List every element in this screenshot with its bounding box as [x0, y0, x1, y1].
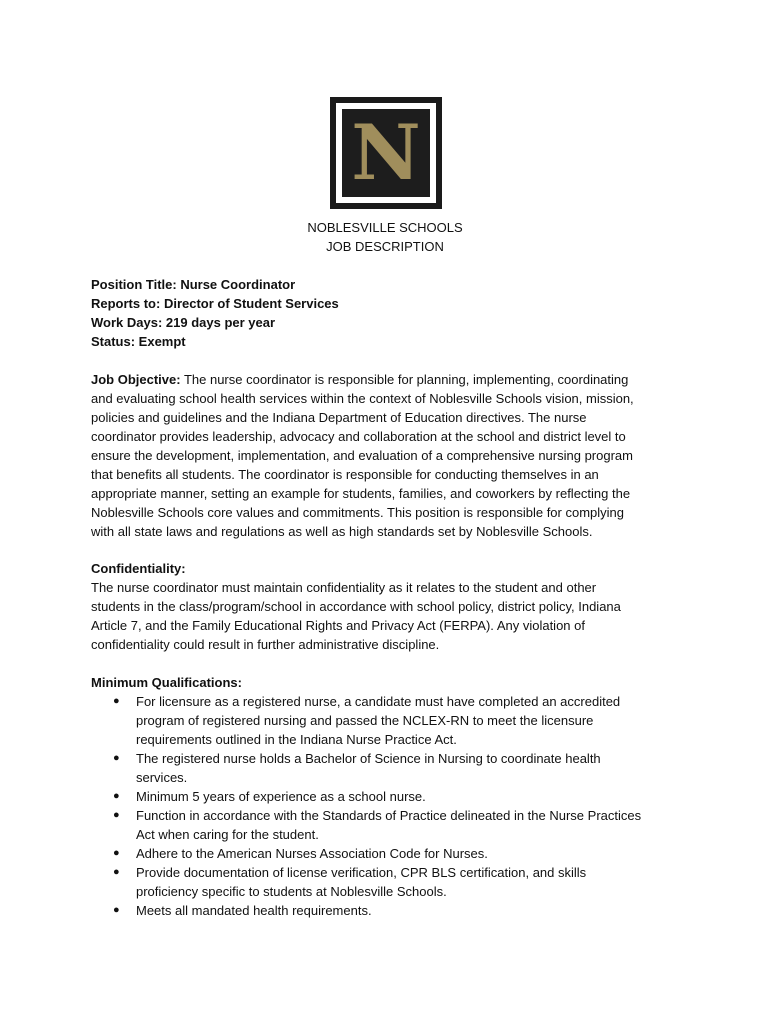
job-objective-section: [91, 370, 691, 541]
work-days: Work Days: 219 days per year: [91, 315, 276, 330]
list-item: [91, 806, 691, 844]
school-logo: [330, 97, 442, 209]
bullet-icon: ●: [113, 695, 120, 707]
bullet-icon: ●: [113, 904, 120, 916]
status: Status: Exempt: [91, 334, 186, 349]
list-item: [91, 863, 691, 901]
list-item-text: Adhere to the American Nurses Association Code for Nurses.: [136, 846, 488, 861]
bullet-icon: ●: [113, 866, 120, 878]
logo-background: [342, 109, 430, 197]
objective-line: with all state laws and regulations as well as high standards set by Noblesville Schools.: [91, 524, 593, 539]
document-title: JOB DESCRIPTION: [326, 239, 444, 254]
job-meta: [91, 275, 691, 351]
confidentiality-line: confidentiality could result in further administrative discipline.: [91, 637, 440, 652]
objective-text: The nurse coordinator is responsible for planning, implementing, coordinating: [180, 372, 629, 387]
list-item-text: Provide documentation of license verification, CPR BLS certification, and skills: [136, 865, 587, 880]
list-item: [91, 749, 691, 787]
qualifications-section: [91, 673, 691, 920]
list-item-text: services.: [136, 770, 188, 785]
objective-line: that benefits all students. The coordinator is responsible for conducting themselves in an: [91, 467, 599, 482]
confidentiality-heading: Confidentiality:: [91, 561, 186, 576]
objective-line: Noblesville Schools core values and commitments. This position is responsible for complying: [91, 505, 624, 520]
confidentiality-line: students in the class/program/school in accordance with school policy, district policy, Indiana: [91, 599, 621, 614]
list-item-text: For licensure as a registered nurse, a candidate must have completed an accredited: [136, 694, 621, 709]
bullet-icon: ●: [113, 752, 120, 764]
objective-line: ensure the development, implementation, and evaluation of a comprehensive nursing program: [91, 448, 633, 463]
organization-name: NOBLESVILLE SCHOOLS: [307, 220, 463, 235]
list-item-text: Act when caring for the student.: [136, 827, 319, 842]
reports-to: Reports to: Director of Student Services: [91, 296, 339, 311]
position-title: Position Title: Nurse Coordinator: [91, 277, 296, 292]
list-item-text: requirements outlined in the Indiana Nurse Practice Act.: [136, 732, 457, 747]
bullet-icon: ●: [113, 790, 120, 802]
qualifications-list: [91, 692, 691, 920]
logo-letter: N: [351, 108, 421, 197]
list-item: [91, 901, 691, 920]
list-item: [91, 844, 691, 863]
objective-label: Job Objective:: [91, 372, 181, 387]
list-item-text: proficiency specific to students at Noblesville Schools.: [136, 884, 447, 899]
qualifications-heading: Minimum Qualifications:: [91, 675, 242, 690]
objective-line: policies and guidelines and the Indiana Department of Education directives. The nurse: [91, 410, 587, 425]
confidentiality-line: The nurse coordinator must maintain confidentiality as it relates to the student and other: [91, 580, 597, 595]
list-item-text: Minimum 5 years of experience as a school nurse.: [136, 789, 426, 804]
bullet-icon: ●: [113, 847, 120, 859]
list-item: [91, 787, 691, 806]
bullet-icon: ●: [113, 809, 120, 821]
objective-line: appropriate manner, setting an example for students, families, and coworkers by reflecting the: [91, 486, 631, 501]
objective-line: [91, 370, 691, 389]
list-item-text: The registered nurse holds a Bachelor of Science in Nursing to coordinate health: [136, 751, 601, 766]
objective-line: coordinator provides leadership, advocacy and collaboration at the school and district level to: [91, 429, 626, 444]
list-item-text: Function in accordance with the Standards of Practice delineated in the Nurse Practices: [136, 808, 642, 823]
list-item: [91, 692, 691, 749]
confidentiality-section: [91, 559, 691, 654]
objective-line: and evaluating school health services within the context of Noblesville Schools vision, mission,: [91, 391, 634, 406]
list-item-text: program of registered nursing and passed the NCLEX-RN to meet the licensure: [136, 713, 594, 728]
list-item-text: Meets all mandated health requirements.: [136, 903, 372, 918]
confidentiality-line: Article 7, and the Family Educational Rights and Privacy Act (FERPA). Any violation of: [91, 618, 585, 633]
